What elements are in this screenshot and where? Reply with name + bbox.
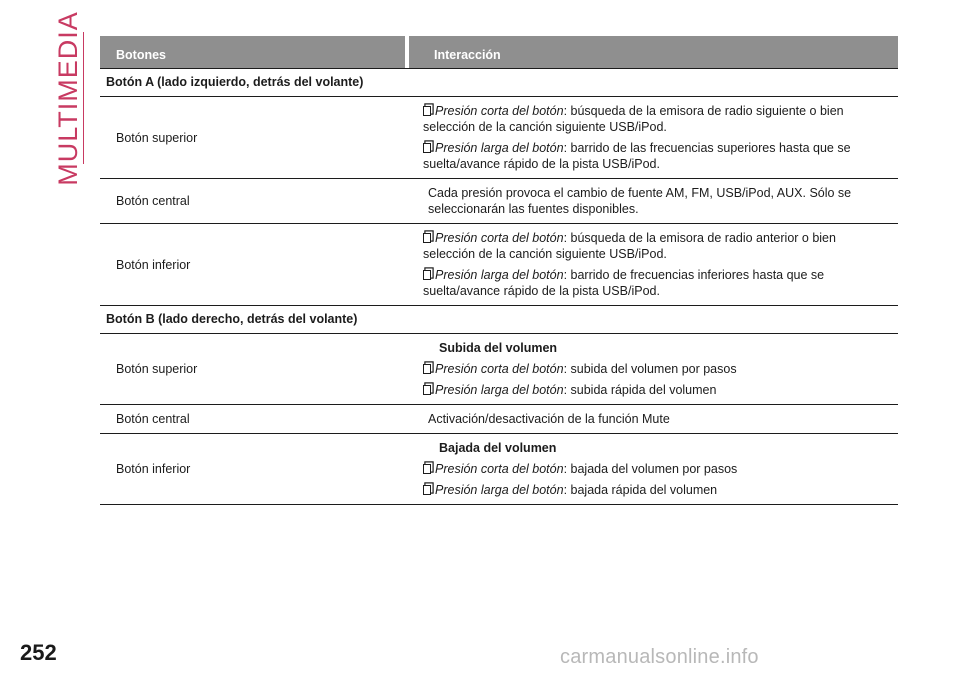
row-heading: Subida del volumen xyxy=(439,341,558,355)
section-side-label xyxy=(50,10,86,186)
row-heading: Bajada del volumen xyxy=(439,441,557,455)
table-row xyxy=(100,96,898,178)
press-type: Presión larga del botón xyxy=(435,383,564,397)
list-item xyxy=(423,461,888,477)
row-label: Botón central xyxy=(116,194,190,208)
controls-table xyxy=(100,36,898,505)
checkbox-bullet-icon xyxy=(423,270,431,280)
press-description: : bajada del volumen por pasos xyxy=(563,462,738,476)
row-description xyxy=(410,224,898,305)
page-number: 252 xyxy=(20,640,57,665)
checkbox-bullet-icon xyxy=(423,106,431,116)
press-type: Presión corta del botón xyxy=(435,104,564,118)
row-description xyxy=(410,405,898,433)
press-description: : búsqueda de la emisora de radio siguiente o bien selección de la canción siguiente USB/iPod. xyxy=(423,104,844,134)
list-item xyxy=(423,361,888,377)
press-description: : subida del volumen por pasos xyxy=(563,362,737,376)
row-label: Botón superior xyxy=(116,362,198,376)
row-label: Botón inferior xyxy=(116,257,191,272)
table-row xyxy=(100,223,898,305)
header-botones: Botones xyxy=(100,36,405,68)
table-row xyxy=(100,178,898,223)
table-row xyxy=(100,433,898,505)
list-item xyxy=(423,140,888,172)
row-label: Botón central xyxy=(116,412,190,426)
row-description xyxy=(410,334,898,404)
press-type: Presión larga del botón xyxy=(435,268,564,282)
checkbox-bullet-icon xyxy=(423,233,431,243)
list-item xyxy=(423,482,888,498)
press-type: Presión corta del botón xyxy=(435,231,564,245)
press-description: : barrido de las frecuencias superiores hasta que se suelta/avance rápido de la pista USB/iPod. xyxy=(423,141,851,171)
checkbox-bullet-icon xyxy=(423,364,431,374)
table-row xyxy=(100,333,898,404)
section-title: Botón A (lado izquierdo, detrás del volante) xyxy=(100,68,898,96)
checkbox-bullet-icon xyxy=(423,143,431,153)
checkbox-bullet-icon xyxy=(423,385,431,395)
press-type: Presión larga del botón xyxy=(435,483,564,497)
checkbox-bullet-icon xyxy=(423,464,431,474)
press-type: Presión corta del botón xyxy=(435,462,564,476)
table-header xyxy=(100,36,898,68)
press-description: : bajada rápida del volumen xyxy=(563,483,718,497)
list-item xyxy=(423,382,888,398)
row-description xyxy=(410,179,898,223)
press-type: Presión corta del botón xyxy=(435,362,564,376)
list-item xyxy=(423,103,888,135)
row-label: Botón superior xyxy=(116,130,198,145)
list-item xyxy=(423,230,888,262)
press-description: : subida rápida del volumen xyxy=(563,383,717,397)
watermark-text: carmanualsonline.info xyxy=(560,646,759,668)
row-description xyxy=(410,434,898,504)
section-title: Botón B (lado derecho, detrás del volante) xyxy=(100,305,898,333)
press-type: Presión larga del botón xyxy=(435,141,564,155)
description-text: Activación/desactivación de la función Mute xyxy=(428,412,670,426)
checkbox-bullet-icon xyxy=(423,485,431,495)
section-side-label-text: MULTIMEDIA xyxy=(52,10,83,186)
row-label: Botón inferior xyxy=(116,462,191,476)
press-description: : búsqueda de la emisora de radio anterior o bien selección de la canción siguiente USB/iPod. xyxy=(423,231,836,261)
description-text: Cada presión provoca el cambio de fuente AM, FM, USB/iPod, AUX. Sólo se seleccionarán las fuentes disponibles. xyxy=(428,186,852,216)
table-row xyxy=(100,404,898,433)
header-interaccion: Interacción xyxy=(409,36,898,68)
list-item xyxy=(423,267,888,299)
row-description xyxy=(410,97,898,178)
press-description: : barrido de frecuencias inferiores hasta que se suelta/avance rápido de la pista USB/iPod. xyxy=(423,268,825,298)
side-rule xyxy=(83,32,84,164)
